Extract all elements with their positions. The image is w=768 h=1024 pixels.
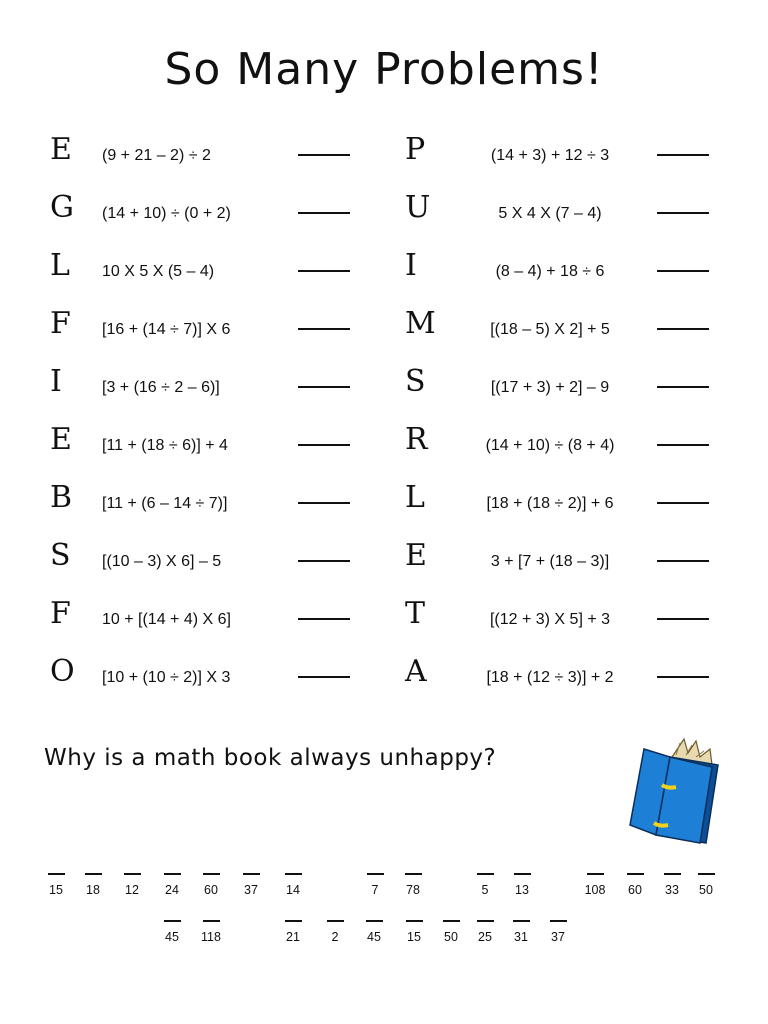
code-blank-line: [164, 920, 181, 922]
problem-expression: (9 + 21 – 2) ÷ 2: [102, 147, 211, 164]
problem-row: [405, 190, 725, 234]
problem-expression: [18 + (12 ÷ 3)] + 2: [486, 669, 614, 686]
code-number: 50: [699, 883, 713, 897]
problem-expression: [16 + (14 ÷ 7)] X 6: [102, 321, 231, 338]
problem-letter: G: [50, 190, 74, 225]
code-number: 24: [165, 883, 179, 897]
answer-blank[interactable]: [298, 386, 350, 388]
code-number: 33: [665, 883, 679, 897]
problem-letter: E: [50, 132, 72, 167]
answer-blank[interactable]: [657, 328, 709, 330]
code-number: 25: [478, 930, 492, 944]
code-number: 15: [49, 883, 63, 897]
code-number: 45: [367, 930, 381, 944]
problem-letter: U: [405, 190, 431, 225]
problem-expression: [10 + (10 ÷ 2)] X 3: [102, 669, 231, 686]
problem-expression: [(12 + 3) X 5] + 3: [489, 611, 611, 628]
problem-letter: R: [405, 422, 428, 457]
code-blank-line: [514, 873, 531, 875]
problem-expression: (8 – 4) + 18 ÷ 6: [495, 263, 605, 280]
problem-letter: I: [405, 248, 417, 283]
code-number: 37: [551, 930, 565, 944]
code-blank-line: [164, 873, 181, 875]
code-number: 37: [244, 883, 258, 897]
code-number: 7: [371, 883, 379, 897]
page-title: So Many Problems!: [164, 44, 604, 95]
problem-expression: [11 + (18 ÷ 6)] + 4: [102, 437, 228, 454]
code-blank-line: [443, 920, 460, 922]
problem-letter: B: [50, 480, 73, 515]
problem-row: [405, 654, 725, 698]
answer-blank[interactable]: [657, 154, 709, 156]
code-blank-line: [513, 920, 530, 922]
code-blank-line: [203, 920, 220, 922]
answer-blank[interactable]: [657, 618, 709, 620]
problem-expression: 10 + [(14 + 4) X 6]: [102, 611, 231, 628]
problem-row: [405, 596, 725, 640]
problem-row: [50, 306, 370, 350]
answer-blank[interactable]: [298, 212, 350, 214]
problem-letter: O: [50, 654, 75, 689]
problem-row: [50, 596, 370, 640]
problem-row: [405, 364, 725, 408]
problem-expression: [11 + (6 – 14 ÷ 7)]: [102, 495, 228, 512]
problem-row: [405, 480, 725, 524]
code-blank-line: [406, 920, 423, 922]
problem-expression: [(10 – 3) X 6] – 5: [102, 553, 222, 570]
problem-row: [50, 364, 370, 408]
code-number: 78: [406, 883, 420, 897]
problem-letter: L: [405, 480, 425, 515]
code-blank-line: [698, 873, 715, 875]
code-number: 108: [584, 883, 606, 897]
code-blank-line: [85, 873, 102, 875]
answer-blank[interactable]: [657, 270, 709, 272]
code-number: 45: [165, 930, 179, 944]
code-number: 5: [481, 883, 489, 897]
code-blank-line: [124, 873, 141, 875]
answer-blank[interactable]: [657, 676, 709, 678]
problem-row: [50, 422, 370, 466]
problem-row: [50, 132, 370, 176]
answer-blank[interactable]: [298, 270, 350, 272]
answer-blank[interactable]: [657, 386, 709, 388]
answer-blank[interactable]: [298, 502, 350, 504]
code-number: 15: [407, 930, 421, 944]
problem-expression: 10 X 5 X (5 – 4): [102, 263, 215, 280]
code-number: 21: [286, 930, 300, 944]
problem-expression: 3 + [7 + (18 – 3)]: [490, 553, 610, 570]
problem-expression: [3 + (16 ÷ 2 – 6)]: [102, 379, 220, 396]
problem-letter: T: [405, 596, 426, 631]
problem-row: [50, 654, 370, 698]
problem-letter: F: [50, 306, 71, 341]
code-blank-line: [203, 873, 220, 875]
problem-row: [50, 248, 370, 292]
code-blank-line: [243, 873, 260, 875]
answer-blank[interactable]: [298, 676, 350, 678]
code-blank-line: [366, 920, 383, 922]
problem-row: [405, 538, 725, 582]
problem-row: [405, 306, 725, 350]
answer-blank[interactable]: [298, 618, 350, 620]
problem-expression: (14 + 10) ÷ (0 + 2): [102, 205, 231, 222]
code-number: 2: [331, 930, 339, 944]
code-blank-line: [587, 873, 604, 875]
answer-blank[interactable]: [657, 502, 709, 504]
code-blank-line: [477, 873, 494, 875]
problem-expression: (14 + 3) + 12 ÷ 3: [490, 147, 610, 164]
code-number: 13: [515, 883, 529, 897]
code-blank-line: [285, 873, 302, 875]
problem-letter: M: [405, 306, 436, 341]
problem-letter: E: [50, 422, 72, 457]
problem-expression: [(17 + 3) + 2] – 9: [490, 379, 610, 396]
problem-expression: [(18 – 5) X 2] + 5: [490, 321, 610, 338]
answer-blank[interactable]: [657, 560, 709, 562]
code-blank-line: [285, 920, 302, 922]
answer-blank[interactable]: [298, 328, 350, 330]
code-number: 18: [86, 883, 100, 897]
book-icon: [626, 735, 726, 850]
answer-blank[interactable]: [298, 444, 350, 446]
problem-letter: F: [50, 596, 71, 631]
riddle-question: Why is a math book always unhappy?: [44, 745, 497, 771]
code-blank-line: [367, 873, 384, 875]
problem-letter: A: [405, 654, 427, 689]
code-number: 14: [286, 883, 300, 897]
problem-row: [405, 248, 725, 292]
problem-expression: [18 + (18 ÷ 2)] + 6: [486, 495, 614, 512]
code-blank-line: [664, 873, 681, 875]
problem-row: [405, 422, 725, 466]
code-number: 60: [628, 883, 642, 897]
code-number: 118: [201, 930, 221, 944]
answer-blank[interactable]: [298, 154, 350, 156]
problem-expression: 5 X 4 X (7 – 4): [498, 205, 602, 222]
problem-row: [50, 190, 370, 234]
code-blank-line: [477, 920, 494, 922]
problem-letter: E: [405, 538, 427, 573]
problem-row: [405, 132, 725, 176]
problem-letter: P: [405, 132, 426, 167]
problem-row: [50, 480, 370, 524]
code-number: 50: [444, 930, 458, 944]
code-blank-line: [405, 873, 422, 875]
code-blank-line: [327, 920, 344, 922]
problem-letter: I: [50, 364, 62, 399]
code-number: 12: [125, 883, 139, 897]
answer-blank[interactable]: [657, 444, 709, 446]
answer-blank[interactable]: [657, 212, 709, 214]
code-number: 31: [514, 930, 528, 944]
answer-blank[interactable]: [298, 560, 350, 562]
problem-letter: S: [50, 538, 71, 573]
problem-row: [50, 538, 370, 582]
code-blank-line: [627, 873, 644, 875]
code-blank-line: [48, 873, 65, 875]
code-number: 60: [204, 883, 218, 897]
problem-letter: L: [50, 248, 70, 283]
code-blank-line: [550, 920, 567, 922]
problem-letter: S: [405, 364, 426, 399]
problem-expression: (14 + 10) ÷ (8 + 4): [485, 437, 615, 454]
